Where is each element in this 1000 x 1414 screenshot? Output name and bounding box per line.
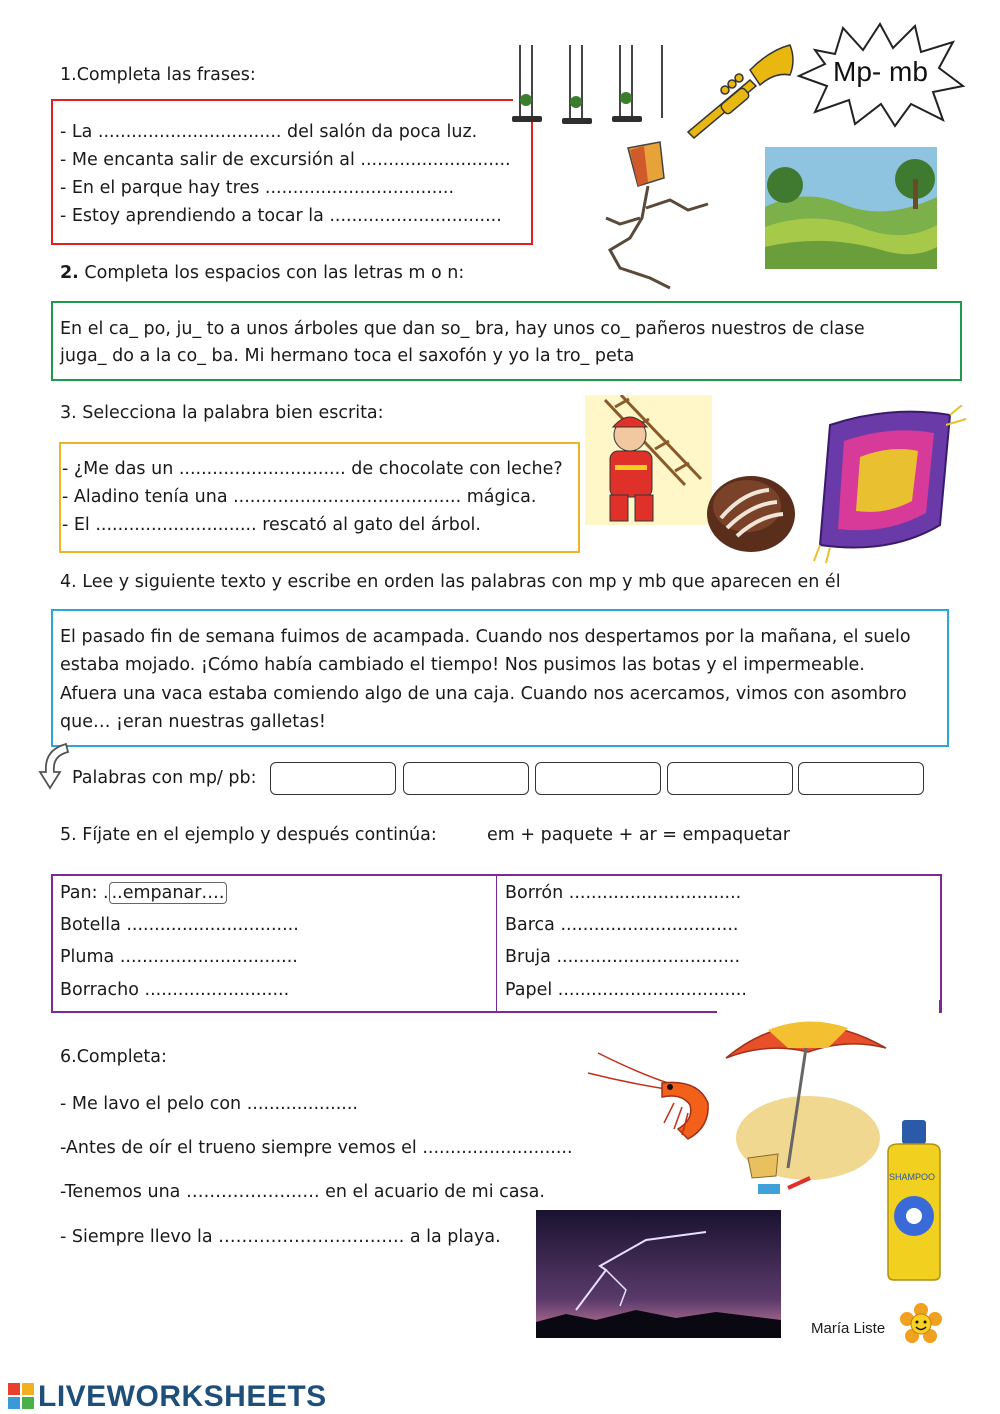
s4-line-3: Afuera una vaca estaba comiendo algo de una caja. Cuando nos acercamos, vimos con asombro: [60, 684, 907, 704]
s5-left-2: Pluma ................................: [60, 947, 298, 967]
author: María Liste: [811, 1320, 886, 1337]
s4-line-1: El pasado fin de semana fuimos de acampada. Cuando nos despertamos por la mañana, el suelo: [60, 627, 911, 647]
answer-box-3[interactable]: [535, 762, 661, 795]
s4-answer-label: Palabras con mp/ pb:: [72, 768, 257, 788]
swings-image: [510, 40, 670, 135]
answer-box-1[interactable]: [270, 762, 396, 795]
answer-box-4[interactable]: [667, 762, 793, 795]
s5-right-3: Bruja .................................: [505, 947, 741, 967]
flower-smiley-icon: [900, 1303, 942, 1345]
s6-title: 6.Completa:: [60, 1047, 167, 1067]
lamp-image: [600, 138, 720, 298]
s3-line-1: - ¿Me das un .............................. de chocolate con leche?: [62, 459, 563, 479]
s3-line-2: - Aladino tenía una ......................................... mágica.: [62, 487, 537, 507]
answer-box-2[interactable]: [403, 762, 529, 795]
liveworksheets-logo-icon: [8, 1383, 36, 1409]
s3-line-3: - El ............................. rescató al gato del árbol.: [62, 515, 481, 535]
s4-line-4: que… ¡eran nuestras galletas!: [60, 712, 326, 732]
s5-example-label: Pan: .: [60, 883, 109, 903]
landscape-image: [765, 147, 937, 269]
s1-line-2: - Me encanta salir de excursión al ...........................: [60, 150, 511, 170]
s1-line-3: - En el parque hay tres ..................................: [60, 178, 455, 198]
s5-example: em + paquete + ar = empaquetar: [487, 825, 790, 845]
s4-line-2: estaba mojado. ¡Cómo había cambiado el tiempo! Nos pusimos las botas y el impermeable.: [60, 655, 865, 675]
chocolate-image: [703, 462, 799, 558]
s1-line-1: - La ................................. del salón da poca luz.: [60, 122, 478, 142]
s5-left-1: Botella ...............................: [60, 915, 299, 935]
lightning-storm-image: [536, 1210, 781, 1338]
s5-right-2: Barca ................................: [505, 915, 739, 935]
fireman-image: [585, 395, 712, 525]
s2-line-1: En el ca_ po, ju_ to a unos árboles que dan so_ bra, hay unos co_ pañeros nuestros de clase: [60, 319, 865, 339]
s5-example-row: [60, 883, 227, 903]
answer-box-5[interactable]: [798, 762, 924, 795]
shampoo-bottle-image: [878, 1118, 950, 1282]
magic-carpet-image: [800, 405, 968, 565]
s6-line-4: - Siempre llevo la ……………………….…. a la playa.: [60, 1227, 501, 1247]
s5-table-right-edge: [939, 1000, 941, 1013]
title-badge: Mp- mb: [833, 56, 928, 87]
s5-example-answer: ..empanar….: [109, 882, 228, 904]
s3-title: 3. Selecciona la palabra bien escrita:: [60, 403, 384, 423]
footer-brand: LIVEWORKSHEETS: [38, 1380, 327, 1413]
s6-line-3: -Tenemos una ……………….…. en el acuario de mi casa.: [60, 1182, 545, 1202]
s2-box: [51, 301, 962, 381]
shrimp-image: [578, 1043, 718, 1153]
s2-line-2: juga_ do a la co_ ba. Mi hermano toca el saxofón y yo la tro_ peta: [60, 346, 635, 366]
s1-title: 1.Completa las frases:: [60, 65, 256, 85]
s1-line-4: - Estoy aprendiendo a tocar la ...............................: [60, 206, 502, 226]
s5-table-bottom: [51, 1011, 717, 1013]
shampoo-label: SHAMPOO: [889, 1172, 936, 1182]
curved-arrow-icon: [38, 740, 72, 792]
beach-umbrella-image: [718, 1008, 893, 1208]
s6-line-2: -Antes de oír el trueno siempre vemos el ...........................: [60, 1138, 573, 1158]
s4-title: 4. Lee y siguiente texto y escribe en orden las palabras con mp y mb que aparecen en él: [60, 572, 841, 592]
s5-left-3: Borracho ..........................: [60, 980, 290, 1000]
s5-title: 5. Fíjate en el ejemplo y después continúa:: [60, 825, 437, 845]
s6-line-1: - Me lavo el pelo con ....................: [60, 1094, 358, 1114]
s2-number: 2.: [60, 263, 79, 283]
s2-title-text: Completa los espacios con las letras m o n:: [78, 263, 465, 283]
s5-right-4: Papel ..................................: [505, 980, 747, 1000]
s2-title: [60, 263, 464, 283]
trumpet-image: [680, 40, 800, 140]
s5-right-1: Borrón ...............................: [505, 883, 742, 903]
